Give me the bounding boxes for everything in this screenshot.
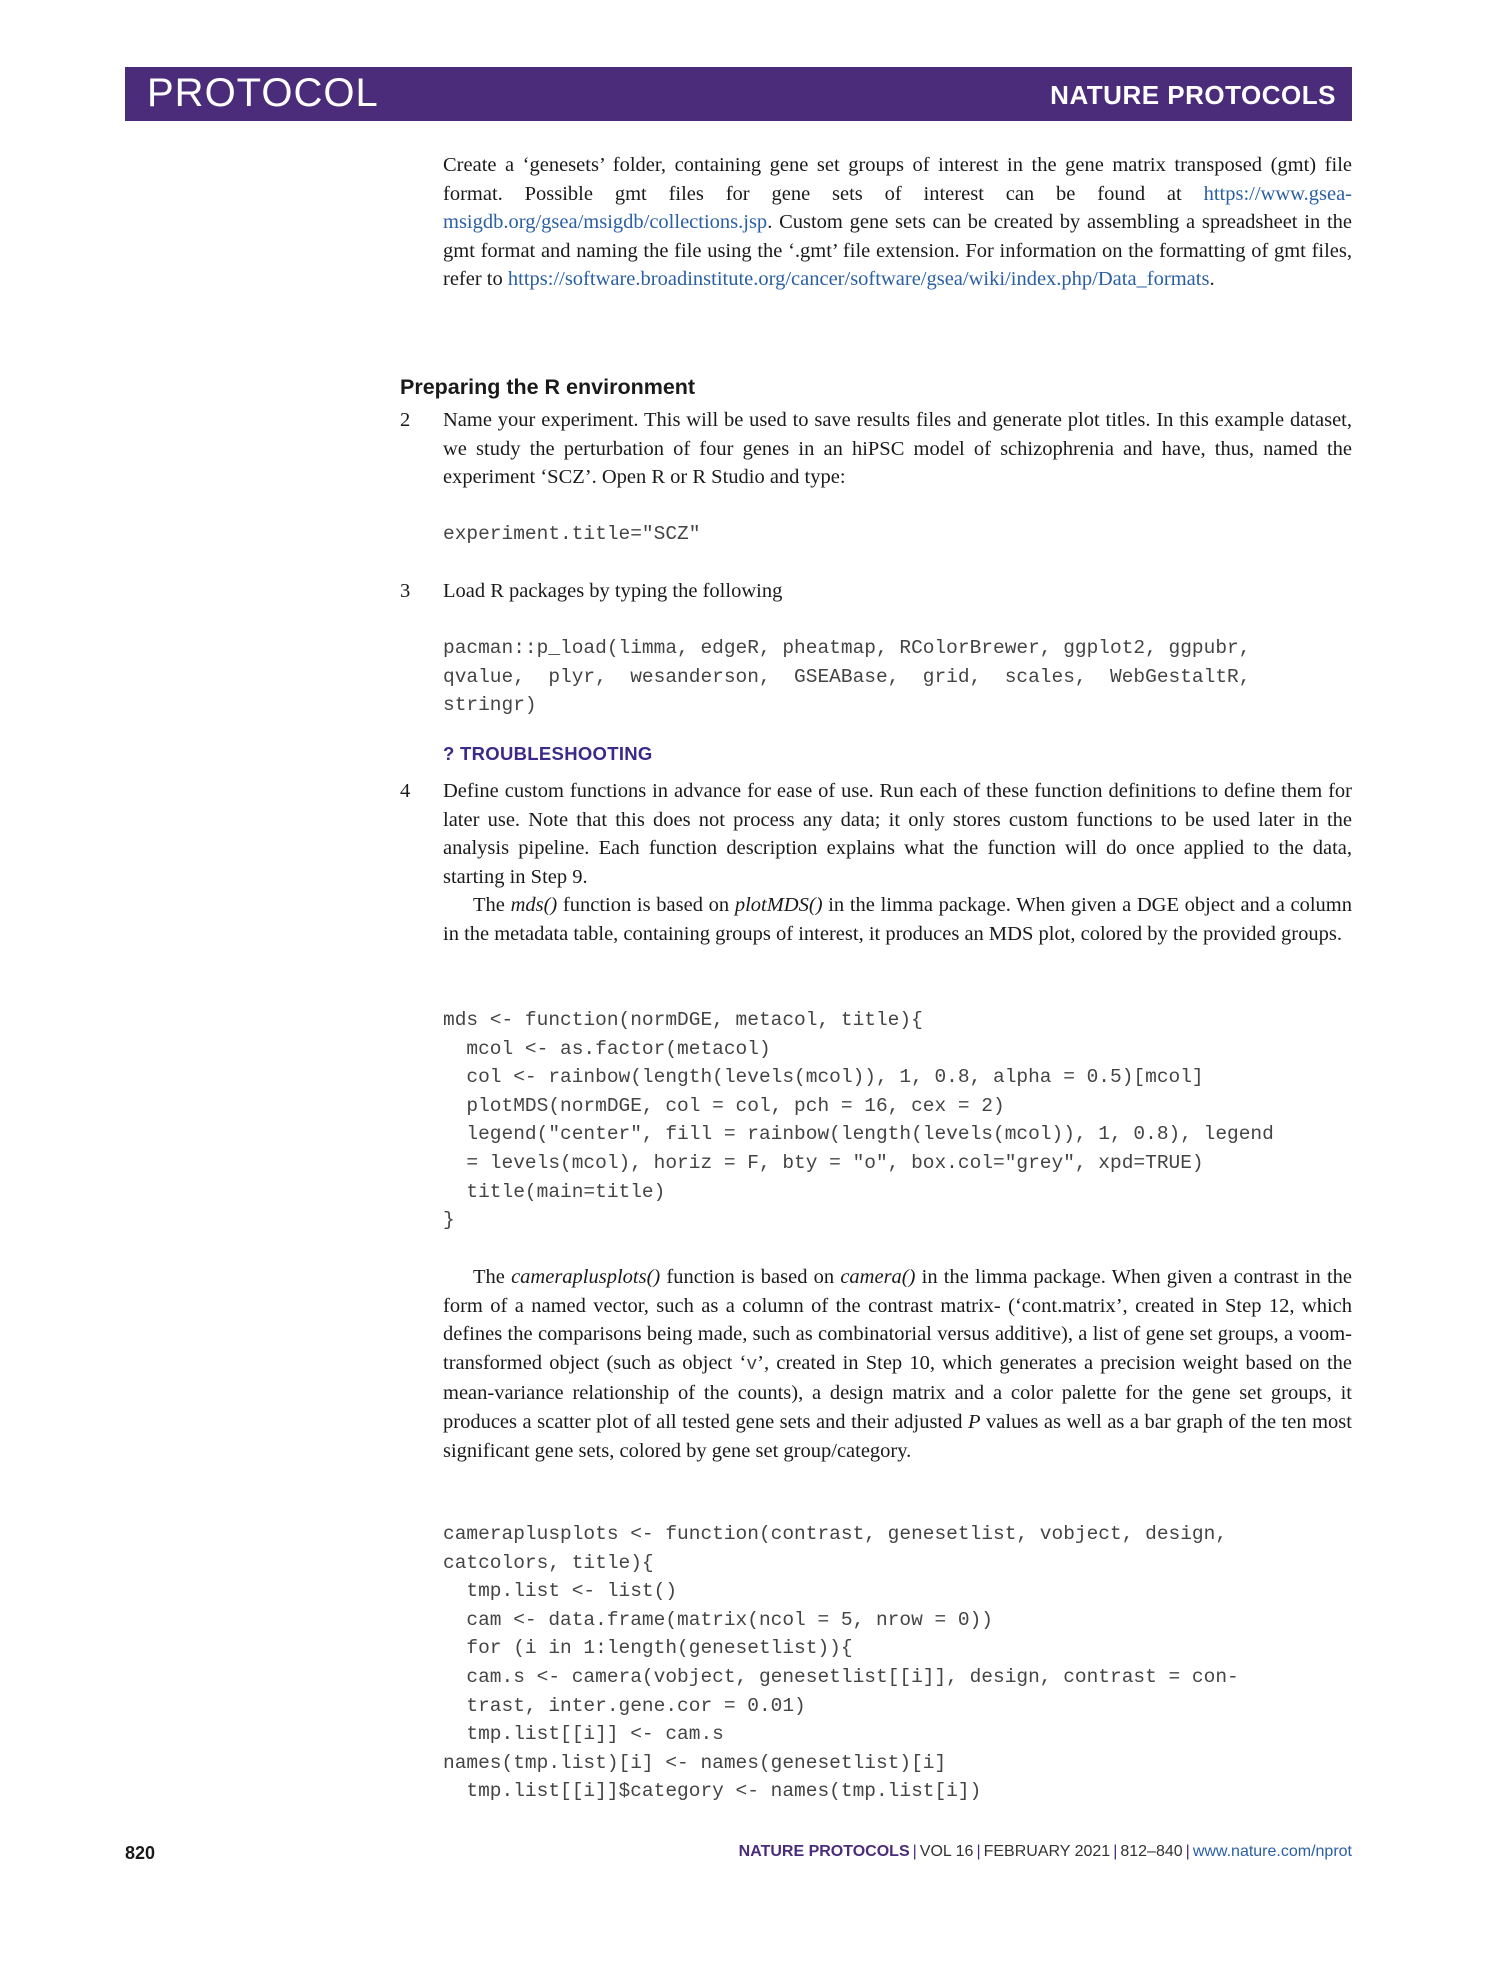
camera-description-block — [443, 1263, 1352, 1465]
step-4 — [443, 777, 1352, 949]
page-number: 820 — [125, 1843, 156, 1863]
footer-citation: NATURE PROTOCOLS | VOL 16 | FEBRUARY 2021 | 812–840 | www.nature.com/nprot — [738, 1843, 1352, 1860]
footer-date: FEBRUARY 2021 — [983, 1843, 1111, 1860]
step-2-text: Name your experiment. This will be used to save results files and generate plot titles. In this example dataset, we study the perturbation of four genes in an hiPSC model of schizophrenia and have, thus, named the experiment ‘SCZ’. Open R or R Studio and type: — [443, 409, 1352, 489]
step-2 — [443, 406, 1352, 492]
camera-description: The cameraplusplots() function is based on camera() in the limma package. When given a contrast in the form of a named vector, such as a column of the contrast matrix- (‘cont.matrix’, created in Step 12, which defines the comparisons being made, such as combinatorial versus additive), a list of gene set groups, a voom-transformed object (such as object ‘v’, created in Step 10, which generates a precision weight based on the mean-variance relationship of the counts), a design matrix and a color palette for the gene set groups, it produces a scatter plot of all tested gene sets and their adjusted P values as well as a bar graph of the ten most significant gene sets, colored by gene set group/category. — [443, 1266, 1353, 1462]
gsea-wiki-link[interactable]: https://software.broadinstitute.org/cancer/software/gsea/wiki/index.php/Data_formats — [507, 268, 1210, 291]
step-2-code: experiment.title="SCZ" — [443, 523, 701, 545]
msigdb-link[interactable]: https://www.gsea-msigdb.org/gsea/msigdb/collections.jsp — [443, 182, 1352, 234]
intro-block — [443, 151, 1352, 294]
step-2-code-block — [443, 520, 1352, 549]
camera-code: cameraplusplots <- function(contrast, genesetlist, vobject, design, catcolors, title){ tmp.list <- list() cam <- data.frame(matrix(ncol = 5, nrow = 0)) for (i in 1:length(genesetlist)){ cam.s <- camera(vobject, genesetlist[[i]], design, contrast = con- trast, inter.gene.cor = 0.01) tmp.list[[i]] <- cam.s names(tmp.list)[i] <- names(genesetlist)[i] tmp.list[[i]]$category <- names(tmp.list[i]) — [443, 1523, 1239, 1803]
mds-code: mds <- function(normDGE, metacol, title){ mcol <- as.factor(metacol) col <- rainbow(length(levels(mcol)), 1, 0.8, alpha = 0.5)[mcol] plotMDS(normDGE, col = col, pch = 16, cex = 2) legend("center", fill = rainbow(length(levels(mcol)), 1, 0.8), legend = levels(mcol), horiz = F, bty = "o", box.col="grey", xpd=TRUE) title(main=title) } — [443, 1009, 1274, 1232]
mds-description: The mds() function is based on plotMDS() in the limma package. When given a DGE object and a column in the metadata table, containing groups of interest, it produces an MDS plot, colored by the provided groups. — [443, 894, 1352, 945]
footer-pages: 812–840 — [1120, 1843, 1183, 1860]
step-3-code-block — [443, 634, 1352, 720]
section-heading: Preparing the R environment — [400, 375, 696, 399]
step-4-text: Define custom functions in advance for ease of use. Run each of these function definitions to define them for later use. Note that this does not process any data; it only stores custom functions to be used later in the analysis pipeline. Each function description explains what the function will do once applied to the data, starting in Step 9. — [443, 780, 1352, 888]
header-banner — [125, 67, 1352, 121]
step-number-3: 3 — [400, 580, 411, 602]
step-3-code: pacman::p_load(limma, edgeR, pheatmap, RColorBrewer, ggplot2, ggpubr, qvalue, plyr, wesanderson, GSEABase, grid, scales, WebGestaltR, stringr) — [443, 637, 1251, 717]
journal-header-label: NATURE PROTOCOLS — [1050, 80, 1336, 110]
footer-journal: NATURE PROTOCOLS — [738, 1843, 910, 1860]
footer-url-link[interactable]: www.nature.com/nprot — [1192, 1843, 1352, 1860]
step-3 — [443, 577, 1352, 606]
intro-paragraph: Create a ‘genesets’ folder, containing gene set groups of interest in the gene matrix transposed (gmt) file format. Possible gmt files for gene sets of interest can be found at https://www.gsea-msigdb.org/gsea/msigdb/collections.jsp. Custom gene sets can be created by assembling a spreadsheet in the gmt format and naming the file using the ‘.gmt’ file extension. For information on the formatting of gmt files, refer to https://software.broadinstitute.org/cancer/software/gsea/wiki/index.php/Data_formats. — [443, 154, 1352, 291]
step-3-text: Load R packages by typing the following — [443, 580, 783, 602]
protocol-label: PROTOCOL — [147, 71, 379, 115]
troubleshooting-label[interactable]: ? TROUBLESHOOTING — [443, 743, 653, 764]
footer-volume: VOL 16 — [919, 1843, 974, 1860]
step-number-2: 2 — [400, 409, 411, 431]
camera-code-block — [443, 1520, 1352, 1806]
mds-code-block — [443, 1006, 1352, 1235]
step-number-4: 4 — [400, 780, 411, 802]
